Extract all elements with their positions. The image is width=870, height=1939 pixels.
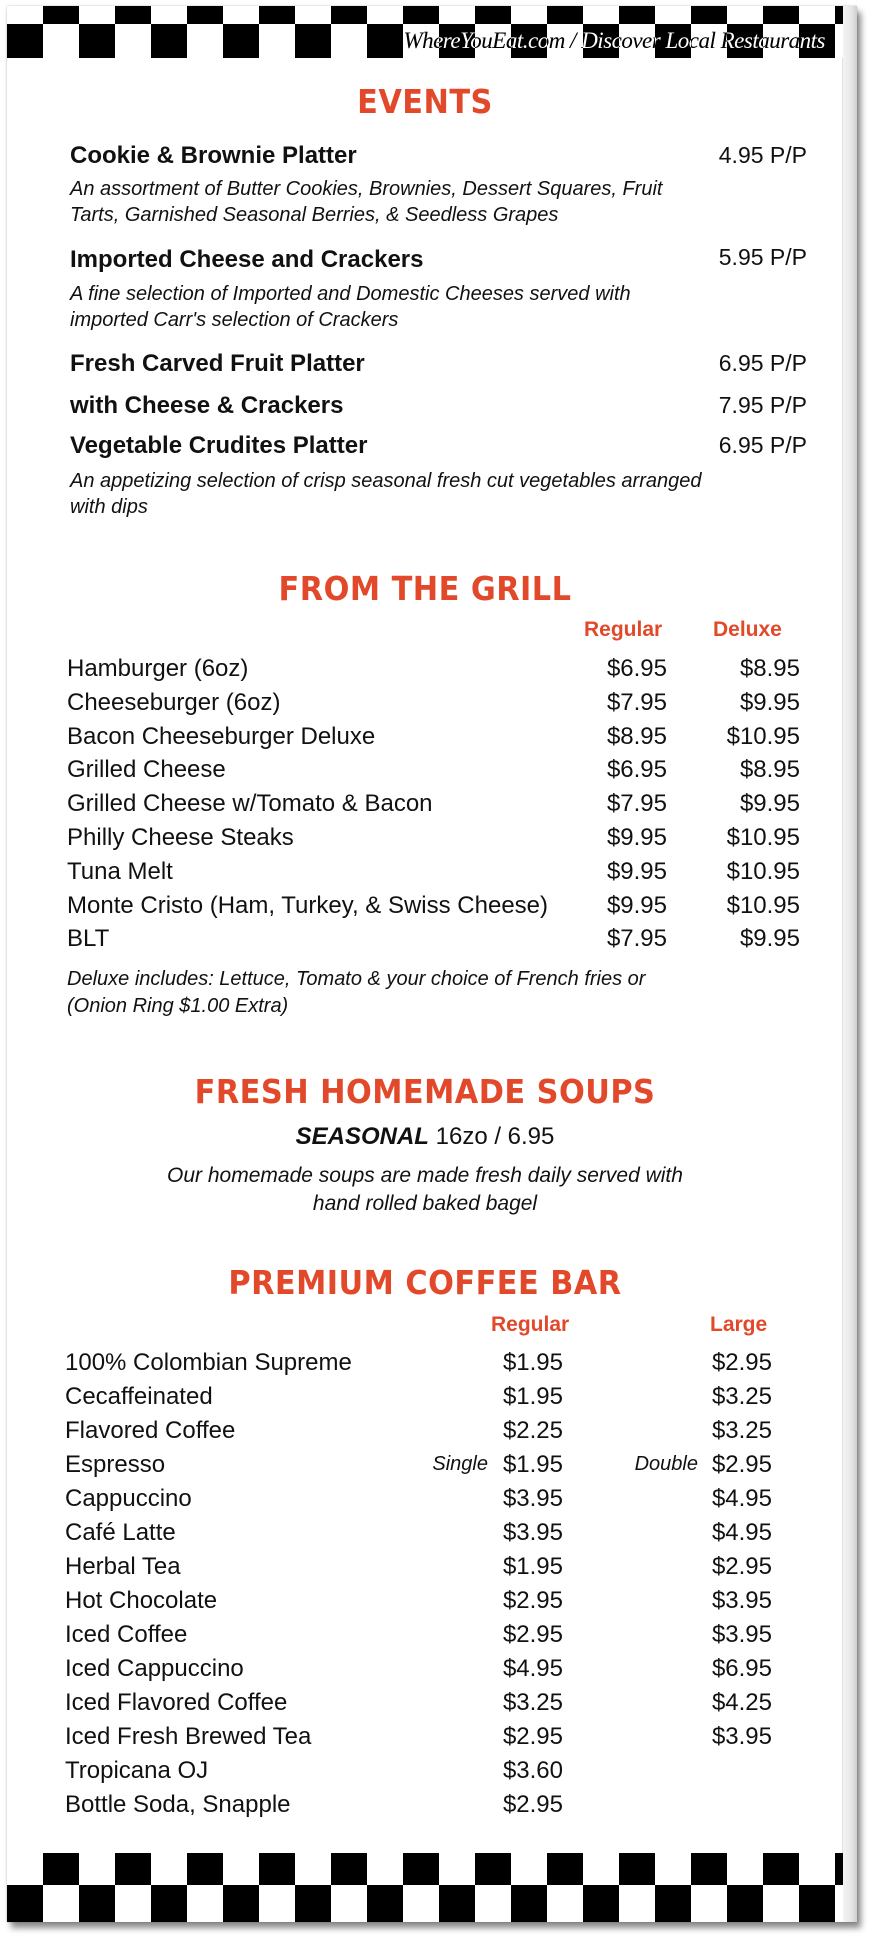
checker-row	[7, 6, 843, 24]
coffee-large-price: $2.95	[711, 1451, 772, 1478]
coffee-item-name: Iced Cappuccino	[65, 1655, 244, 1682]
soup-seasonal-line	[7, 1123, 843, 1151]
coffee-item-name: Herbal Tea	[65, 1553, 181, 1580]
coffee-item-name: Iced Flavored Coffee	[65, 1689, 288, 1716]
coffee-row	[65, 1791, 805, 1825]
event-item-name: Fresh Carved Fruit Platter	[70, 350, 365, 377]
grill-deluxe-price: $8.95	[739, 756, 800, 784]
grill-deluxe-price: $10.95	[726, 722, 800, 750]
events-title: EVENTS	[357, 82, 493, 121]
soup-seasonal-label: SEASONAL	[295, 1123, 429, 1150]
grill-item-name: Philly Cheese Steaks	[67, 824, 294, 851]
grill-row	[67, 756, 807, 790]
coffee-large-price: $6.95	[711, 1655, 772, 1682]
grill-row	[67, 790, 807, 824]
grill-item-name: Hamburger (6oz)	[67, 655, 249, 682]
grill-regular-price: $6.95	[606, 655, 667, 682]
grill-regular-price: $9.95	[606, 857, 667, 885]
coffee-row	[65, 1451, 805, 1485]
grill-regular-price: $7.95	[606, 688, 667, 716]
grill-deluxe-price: $10.95	[726, 891, 800, 919]
bottom-checker-border	[7, 1853, 843, 1922]
grill-row	[67, 723, 807, 757]
grill-row	[67, 925, 807, 959]
grill-col-deluxe: Deluxe	[713, 618, 782, 641]
coffee-regular-price: $2.95	[502, 1587, 563, 1614]
coffee-row	[65, 1757, 805, 1791]
soup-seasonal-price: 16zo / 6.95	[428, 1123, 555, 1150]
coffee-large-price: $2.95	[711, 1553, 772, 1580]
event-item-price: 6.95 P/P	[718, 350, 807, 376]
grill-regular-price: $9.95	[606, 891, 667, 919]
grill-regular-price: $7.95	[606, 925, 667, 953]
grill-regular-price: $8.95	[606, 722, 667, 750]
grill-row	[67, 655, 807, 689]
coffee-regular-price: $1.95	[502, 1451, 563, 1478]
event-item-desc: An appetizing selection of crisp seasonal fresh cut vegetables arranged with dips	[70, 470, 702, 518]
grill-item-name: BLT	[67, 925, 110, 953]
grill-deluxe-price: $9.95	[739, 688, 800, 716]
grill-row	[67, 858, 807, 892]
coffee-item-name: 100% Colombian Supreme	[65, 1349, 352, 1376]
coffee-item-name: Tropicana OJ	[65, 1757, 209, 1784]
coffee-regular-price: $3.95	[502, 1485, 563, 1512]
grill-regular-price: $7.95	[606, 790, 667, 818]
soup-desc-line: Our homemade soups are made fresh daily served with	[167, 1164, 683, 1187]
grill-row	[67, 824, 807, 858]
grill-note-line: Deluxe includes: Lettuce, Tomato & your choice of French fries or	[67, 968, 646, 990]
grill-regular-price: $6.95	[606, 756, 667, 784]
grill-item-name: Monte Cristo (Ham, Turkey, & Swiss Cheese)	[67, 891, 549, 919]
coffee-regular-price: $3.25	[502, 1689, 563, 1716]
checker-row	[7, 1885, 843, 1922]
coffee-item-name: Espresso	[65, 1451, 166, 1478]
coffee-item-name: Flavored Coffee	[65, 1417, 236, 1444]
grill-deluxe-price: $10.95	[726, 857, 800, 885]
top-checker-border	[7, 6, 843, 58]
grill-item-name: Tuna Melt	[67, 857, 173, 885]
coffee-large-price: $4.95	[711, 1485, 772, 1512]
coffee-row	[65, 1553, 805, 1587]
grill-note-line: (Onion Ring $1.00 Extra)	[67, 995, 289, 1017]
coffee-row	[65, 1621, 805, 1655]
event-item-price: 7.95 P/P	[718, 392, 807, 418]
grill-row	[67, 689, 807, 723]
grill-col-regular: Regular	[584, 618, 663, 641]
coffee-item-name: Café Latte	[65, 1519, 176, 1546]
coffee-regular-price: $3.95	[502, 1519, 563, 1546]
coffee-large-price: $3.95	[711, 1621, 772, 1648]
coffee-row	[65, 1485, 805, 1519]
coffee-item-name: Iced Coffee	[65, 1621, 188, 1648]
coffee-regular-price: $1.95	[502, 1383, 563, 1410]
event-item-price: 6.95 P/P	[718, 432, 807, 458]
coffee-large-price: $3.95	[711, 1723, 772, 1750]
coffee-row	[65, 1723, 805, 1757]
coffee-size-label: Double	[634, 1453, 698, 1475]
coffee-row	[65, 1689, 805, 1723]
coffee-regular-price: $3.60	[502, 1757, 563, 1784]
soup-desc	[7, 1162, 843, 1218]
coffee-large-price: $4.25	[711, 1689, 772, 1716]
checker-row	[7, 1853, 843, 1885]
coffee-item-name: Cecaffeinated	[65, 1383, 213, 1410]
event-item-name: Imported Cheese and Crackers	[70, 246, 424, 273]
coffee-col-regular: Regular	[491, 1313, 570, 1336]
coffee-regular-price: $2.95	[502, 1791, 563, 1818]
coffee-regular-price: $2.95	[502, 1621, 563, 1648]
grill-item-name: Grilled Cheese w/Tomato & Bacon	[67, 790, 433, 818]
grill-deluxe-price: $8.95	[739, 655, 800, 682]
coffee-large-price: $4.95	[711, 1519, 772, 1546]
coffee-col-large: Large	[710, 1313, 768, 1336]
event-item-name: Cookie & Brownie Platter	[70, 142, 357, 169]
event-item-price: 5.95 P/P	[718, 244, 807, 270]
grill-item-name: Bacon Cheeseburger Deluxe	[67, 722, 376, 750]
coffee-title: PREMIUM COFFEE BAR	[228, 1263, 622, 1302]
event-item-name: Vegetable Crudites Platter	[70, 432, 368, 459]
coffee-row	[65, 1383, 805, 1417]
coffee-item-name: Hot Chocolate	[65, 1587, 218, 1614]
coffee-row	[65, 1655, 805, 1689]
grill-deluxe-price: $9.95	[739, 925, 800, 953]
soup-desc-line: hand rolled baked bagel	[312, 1192, 538, 1215]
grill-title: FROM THE GRILL	[278, 569, 572, 608]
grill-item-name: Grilled Cheese	[67, 756, 226, 784]
coffee-regular-price: $1.95	[502, 1553, 563, 1580]
coffee-item-name: Iced Fresh Brewed Tea	[65, 1723, 312, 1750]
coffee-row	[65, 1587, 805, 1621]
coffee-regular-price: $2.25	[502, 1417, 563, 1444]
page-fold-edge	[842, 6, 857, 1922]
coffee-regular-price: $4.95	[502, 1655, 563, 1682]
watermark-text: WhereYouEat.com / Discover Local Restaurants	[403, 28, 825, 53]
event-item-desc: An assortment of Butter Cookies, Brownies, Dessert Squares, Fruit Tarts, Garnished Seasonal Berries, & Seedless Grapes	[70, 178, 663, 226]
coffee-row	[65, 1519, 805, 1553]
event-item-desc: A fine selection of Imported and Domestic Cheeses served with imported Carr's selection of Crackers	[70, 283, 631, 331]
coffee-regular-price: $1.95	[502, 1349, 563, 1376]
coffee-item-name: Cappuccino	[65, 1485, 192, 1512]
coffee-large-price: $3.25	[711, 1383, 772, 1410]
event-item-name: with Cheese & Crackers	[70, 392, 344, 419]
coffee-large-price: $2.95	[711, 1349, 772, 1376]
grill-item-name: Cheeseburger (6oz)	[67, 688, 281, 716]
coffee-large-price: $3.25	[711, 1417, 772, 1444]
grill-row	[67, 892, 807, 926]
menu-page	[7, 6, 857, 1922]
grill-deluxe-price: $9.95	[739, 790, 800, 818]
grill-note	[67, 966, 645, 1020]
coffee-large-price: $3.95	[711, 1587, 772, 1614]
coffee-row	[65, 1417, 805, 1451]
soups-title: FRESH HOMEMADE SOUPS	[194, 1072, 656, 1111]
coffee-item-name: Bottle Soda, Snapple	[65, 1791, 291, 1818]
grill-deluxe-price: $10.95	[726, 824, 800, 851]
event-item-price: 4.95 P/P	[718, 142, 807, 168]
grill-regular-price: $9.95	[606, 824, 667, 851]
coffee-regular-price: $2.95	[502, 1723, 563, 1750]
coffee-size-label: Single	[432, 1453, 488, 1475]
coffee-row	[65, 1349, 805, 1383]
